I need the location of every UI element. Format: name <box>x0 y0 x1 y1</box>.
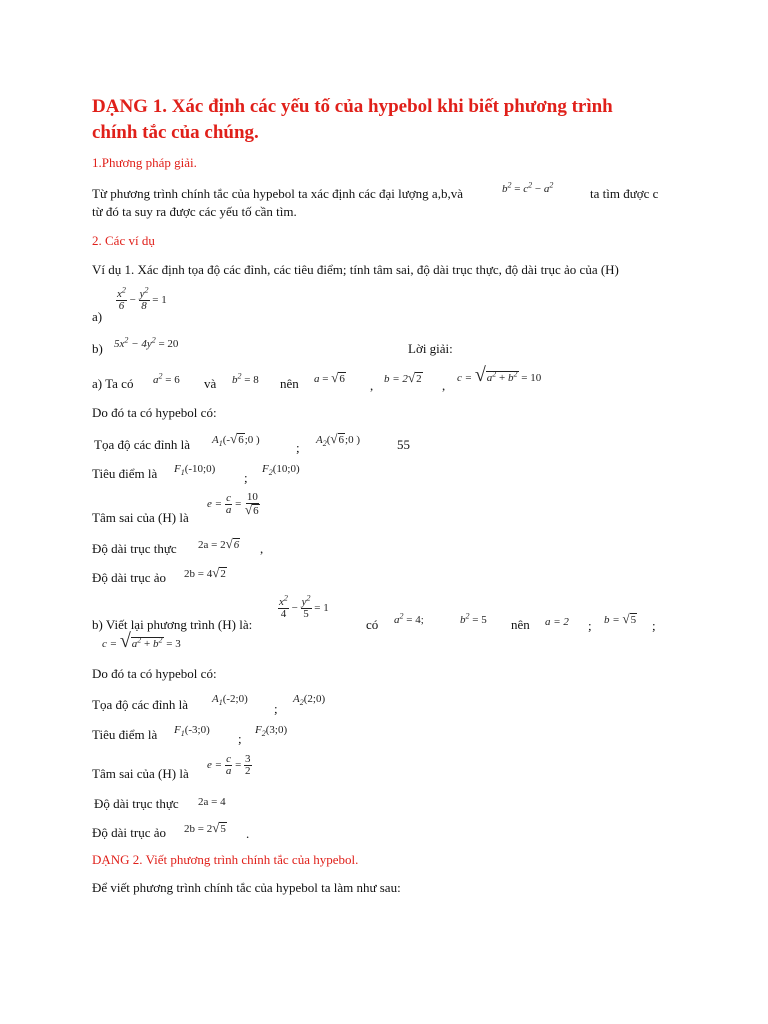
semicolon-2: ; <box>244 470 248 485</box>
vertex-b1: $A_1(-2;0)$ <box>212 693 248 708</box>
semicolon-4: ; <box>652 618 656 633</box>
word-have: có <box>366 617 379 632</box>
a-value: a = √6 <box>314 370 345 385</box>
dang2-heading: DẠNG 2. Viết phương trình chính tắc của hypebol. <box>92 852 359 867</box>
imag-axis-value-b: 2b = 2√5 <box>184 820 226 835</box>
b-value: b = 2√2 <box>384 370 422 385</box>
equation-b-rewritten: $\frac{x^2}{4}$ − $\frac{y^2}{5}$ = 1 <box>279 593 329 620</box>
vertex-a2: $A_2(√6;0$ ) <box>316 431 361 449</box>
real-axis-value-a: 2a = 2√6 <box>198 536 240 551</box>
method-text-1: Từ phương trình chính tắc của hypebol ta xác định các đại lượng a,b,và <box>92 186 463 201</box>
b-squared-5: $b^2 = 5$ <box>460 611 487 626</box>
foci-label-a: Tiêu điểm là <box>92 466 158 481</box>
vertex-a1: $A_1(-√6;0$ ) <box>212 431 260 449</box>
imag-axis-value-a: 2b = 4√2 <box>184 565 226 580</box>
dang2-text: Để viết phương trình chính tắc của hypebol ta làm như sau: <box>92 880 401 895</box>
label-b: b) <box>92 341 103 356</box>
comma-1: , <box>370 378 374 393</box>
so-hyperbola-a: Do đó ta có hypebol có: <box>92 405 217 420</box>
semicolon-3: ; <box>588 618 592 633</box>
title-line-1: DẠNG 1. Xác định các yếu tố của hypebol khi biết phương trình <box>92 96 613 117</box>
a-squared-6: $a^2 = 6$ <box>153 371 180 386</box>
real-axis-label-b: Độ dài trục thực <box>94 796 179 811</box>
semicolon-1: ; <box>296 440 300 455</box>
method-text-2: ta tìm được c <box>590 186 659 201</box>
so-hyperbola-b: Do đó ta có hypebol có: <box>92 666 217 681</box>
ecc-label-b: Tâm sai của (H) là <box>92 766 189 781</box>
extra-55: 55 <box>397 437 410 452</box>
label-a: a) <box>92 309 103 324</box>
word-and: và <box>204 376 217 391</box>
c-value-a: $c = √a^2 + b^2 = 10$ <box>457 364 542 386</box>
method-text-3: từ đó ta suy ra được các yếu tố cần tìm. <box>92 204 297 219</box>
word-then-b: nên <box>511 617 530 632</box>
real-axis-label-a: Độ dài trục thực <box>92 541 177 556</box>
a-value-b: a = 2 <box>545 616 569 628</box>
vertex-b2: $A_2(2;0)$ <box>293 693 326 708</box>
equation-b: $5x^2 - 4y^2 = 20$ <box>114 335 179 350</box>
period-1: . <box>246 826 250 841</box>
comma-2: , <box>442 378 446 393</box>
title-line-2: chính tắc của chúng. <box>92 122 259 143</box>
a-squared-4: $a^2 = 4$; <box>394 611 424 626</box>
word-then: nên <box>280 376 299 391</box>
c-value-b: $c = √a^2 + b^2 = 3$ <box>102 630 181 652</box>
semicolon-5: ; <box>274 701 278 716</box>
focus-a2: $F_2(10;0)$ <box>262 463 300 478</box>
formula-b2-c2-a2: $b^2 = c^2 - a^2$ <box>502 180 554 195</box>
focus-b2: $F_2(3;0)$ <box>255 724 288 739</box>
focus-a1: $F_1(-10;0)$ <box>174 463 216 478</box>
b-intro: b) Viết lại phương trình (H) là: <box>92 617 253 632</box>
vertices-label-b: Tọa độ các đỉnh là <box>92 697 189 712</box>
equation-a: $\frac{x^2}{6}$ − $\frac{y^2}{8}$ = 1 <box>117 285 167 312</box>
imag-axis-label-b: Độ dài trục ảo <box>92 825 167 840</box>
method-heading: 1.Phương pháp giải. <box>92 155 197 170</box>
eccentricity-a: e = $\frac{c}{a}$ = $\frac{10}{√6}$ <box>207 491 259 517</box>
imag-axis-label-a: Độ dài trục ảo <box>92 570 167 585</box>
focus-b1: $F_1(-3;0)$ <box>174 724 210 739</box>
b-value-b: b = √5 <box>604 611 637 626</box>
semicolon-6: ; <box>238 731 242 746</box>
real-axis-value-b: 2a = 4 <box>198 796 226 808</box>
solution-label: Lời giải: <box>408 341 453 356</box>
comma-3: , <box>260 541 264 556</box>
vertices-label-a: Tọa độ các đỉnh là <box>94 437 191 452</box>
eccentricity-b: e = $\frac{c}{a}$ = $\frac{3}{2}$ <box>207 753 251 777</box>
ecc-label-a: Tâm sai của (H) là <box>92 510 189 525</box>
a-intro: a) Ta có <box>92 376 134 391</box>
foci-label-b: Tiêu điểm là <box>92 727 158 742</box>
example-1-text: Ví dụ 1. Xác định tọa độ các đỉnh, các tiêu điểm; tính tâm sai, độ dài trục thực, độ dài trục ảo của (H) <box>92 262 619 277</box>
b-squared-8: $b^2 = 8$ <box>232 371 259 386</box>
examples-heading: 2. Các ví dụ <box>92 233 155 248</box>
